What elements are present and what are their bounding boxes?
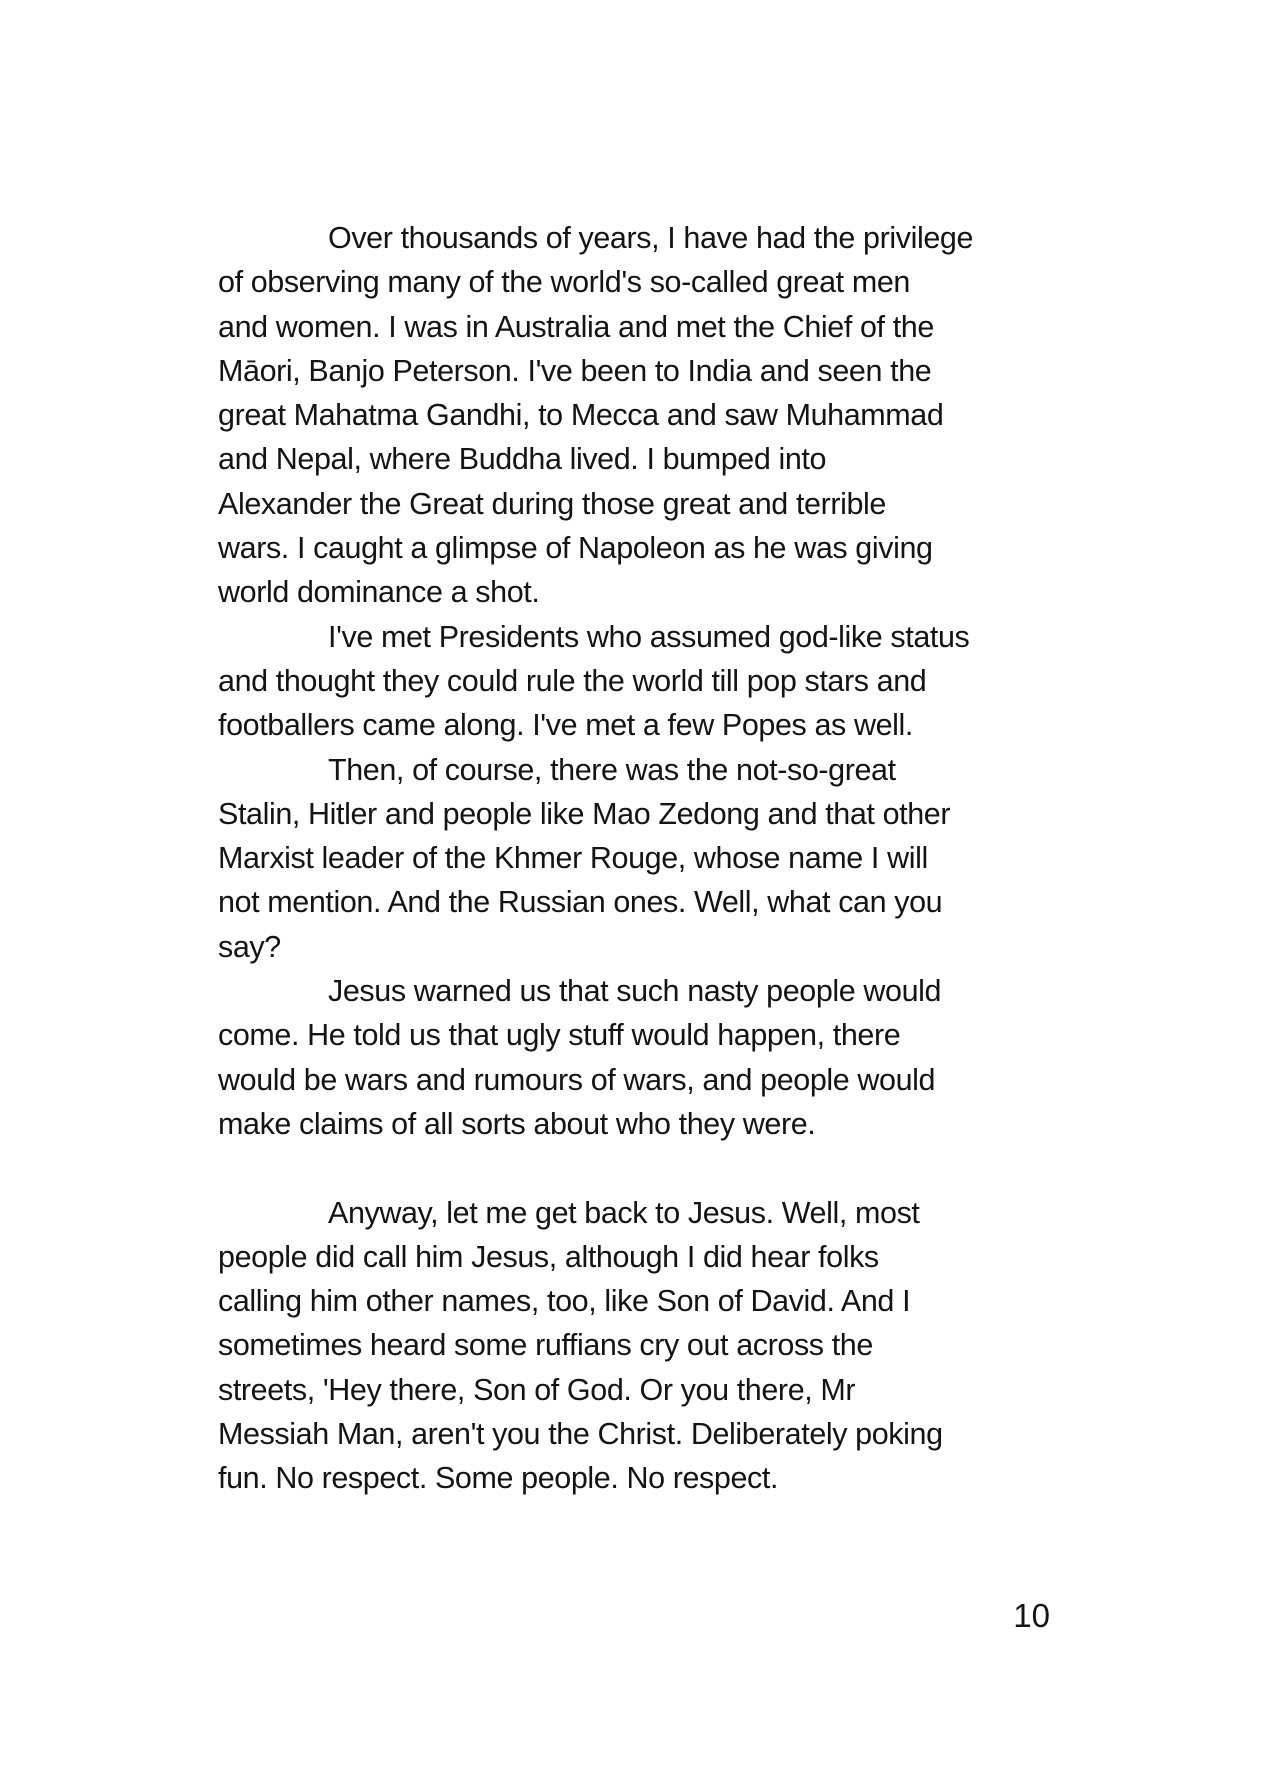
text-line: people did call him Jesus, although I did hear folks (218, 1239, 879, 1274)
text-line: great Mahatma Gandhi, to Mecca and saw Muhammad (218, 398, 944, 433)
text-line: Stalin, Hitler and people like Mao Zedong and that other (218, 796, 951, 831)
text-line: not mention. And the Russian ones. Well, what can you (218, 885, 943, 920)
text-line: sometimes heard some ruffians cry out across the (218, 1328, 873, 1363)
paragraph (218, 1191, 1050, 1501)
text-line: and Nepal, where Buddha lived. I bumped into (218, 442, 827, 477)
text-line: Marxist leader of the Khmer Rouge, whose name I will (218, 841, 928, 876)
text-line: footballers came along. I've met a few Popes as well. (218, 708, 913, 743)
text-line: wars. I caught a glimpse of Napoleon as he was giving (218, 531, 933, 566)
text-line: make claims of all sorts about who they were. (218, 1106, 816, 1141)
text-line: Jesus warned us that such nasty people would (328, 974, 942, 1009)
text-line: would be wars and rumours of wars, and people would (218, 1062, 936, 1097)
text-line: Māori, Banjo Peterson. I've been to India and seen the (218, 353, 932, 388)
text-line: I've met Presidents who assumed god-like status (328, 619, 970, 654)
text-line: and women. I was in Australia and met the Chief of the (218, 309, 934, 344)
text-line: Messiah Man, aren't you the Christ. Deliberately poking (218, 1417, 943, 1452)
text-line: come. He told us that ugly stuff would happen, there (218, 1018, 901, 1053)
paragraph (218, 216, 1050, 615)
text-line: calling him other names, too, like Son of David. And I (218, 1284, 911, 1319)
paragraph (218, 969, 1050, 1146)
paragraph (218, 615, 1050, 748)
page-number: 10 (1013, 1597, 1050, 1634)
text-line: Then, of course, there was the not-so-great (328, 752, 896, 787)
text-line: world dominance a shot. (218, 575, 540, 610)
text-line: say? (218, 929, 281, 964)
text-line: of observing many of the world's so-called great men (218, 265, 910, 300)
text-line: and thought they could rule the world till pop stars and (218, 663, 927, 698)
paragraph (218, 748, 1050, 969)
text-line: fun. No respect. Some people. No respect. (218, 1461, 779, 1496)
body-text (218, 216, 1050, 1501)
text-line: Alexander the Great during those great and terrible (218, 486, 886, 521)
text-line: streets, 'Hey there, Son of God. Or you there, Mr (218, 1372, 856, 1407)
text-line: Anyway, let me get back to Jesus. Well, most (328, 1195, 920, 1230)
text-line: Over thousands of years, I have had the privilege (328, 221, 974, 255)
